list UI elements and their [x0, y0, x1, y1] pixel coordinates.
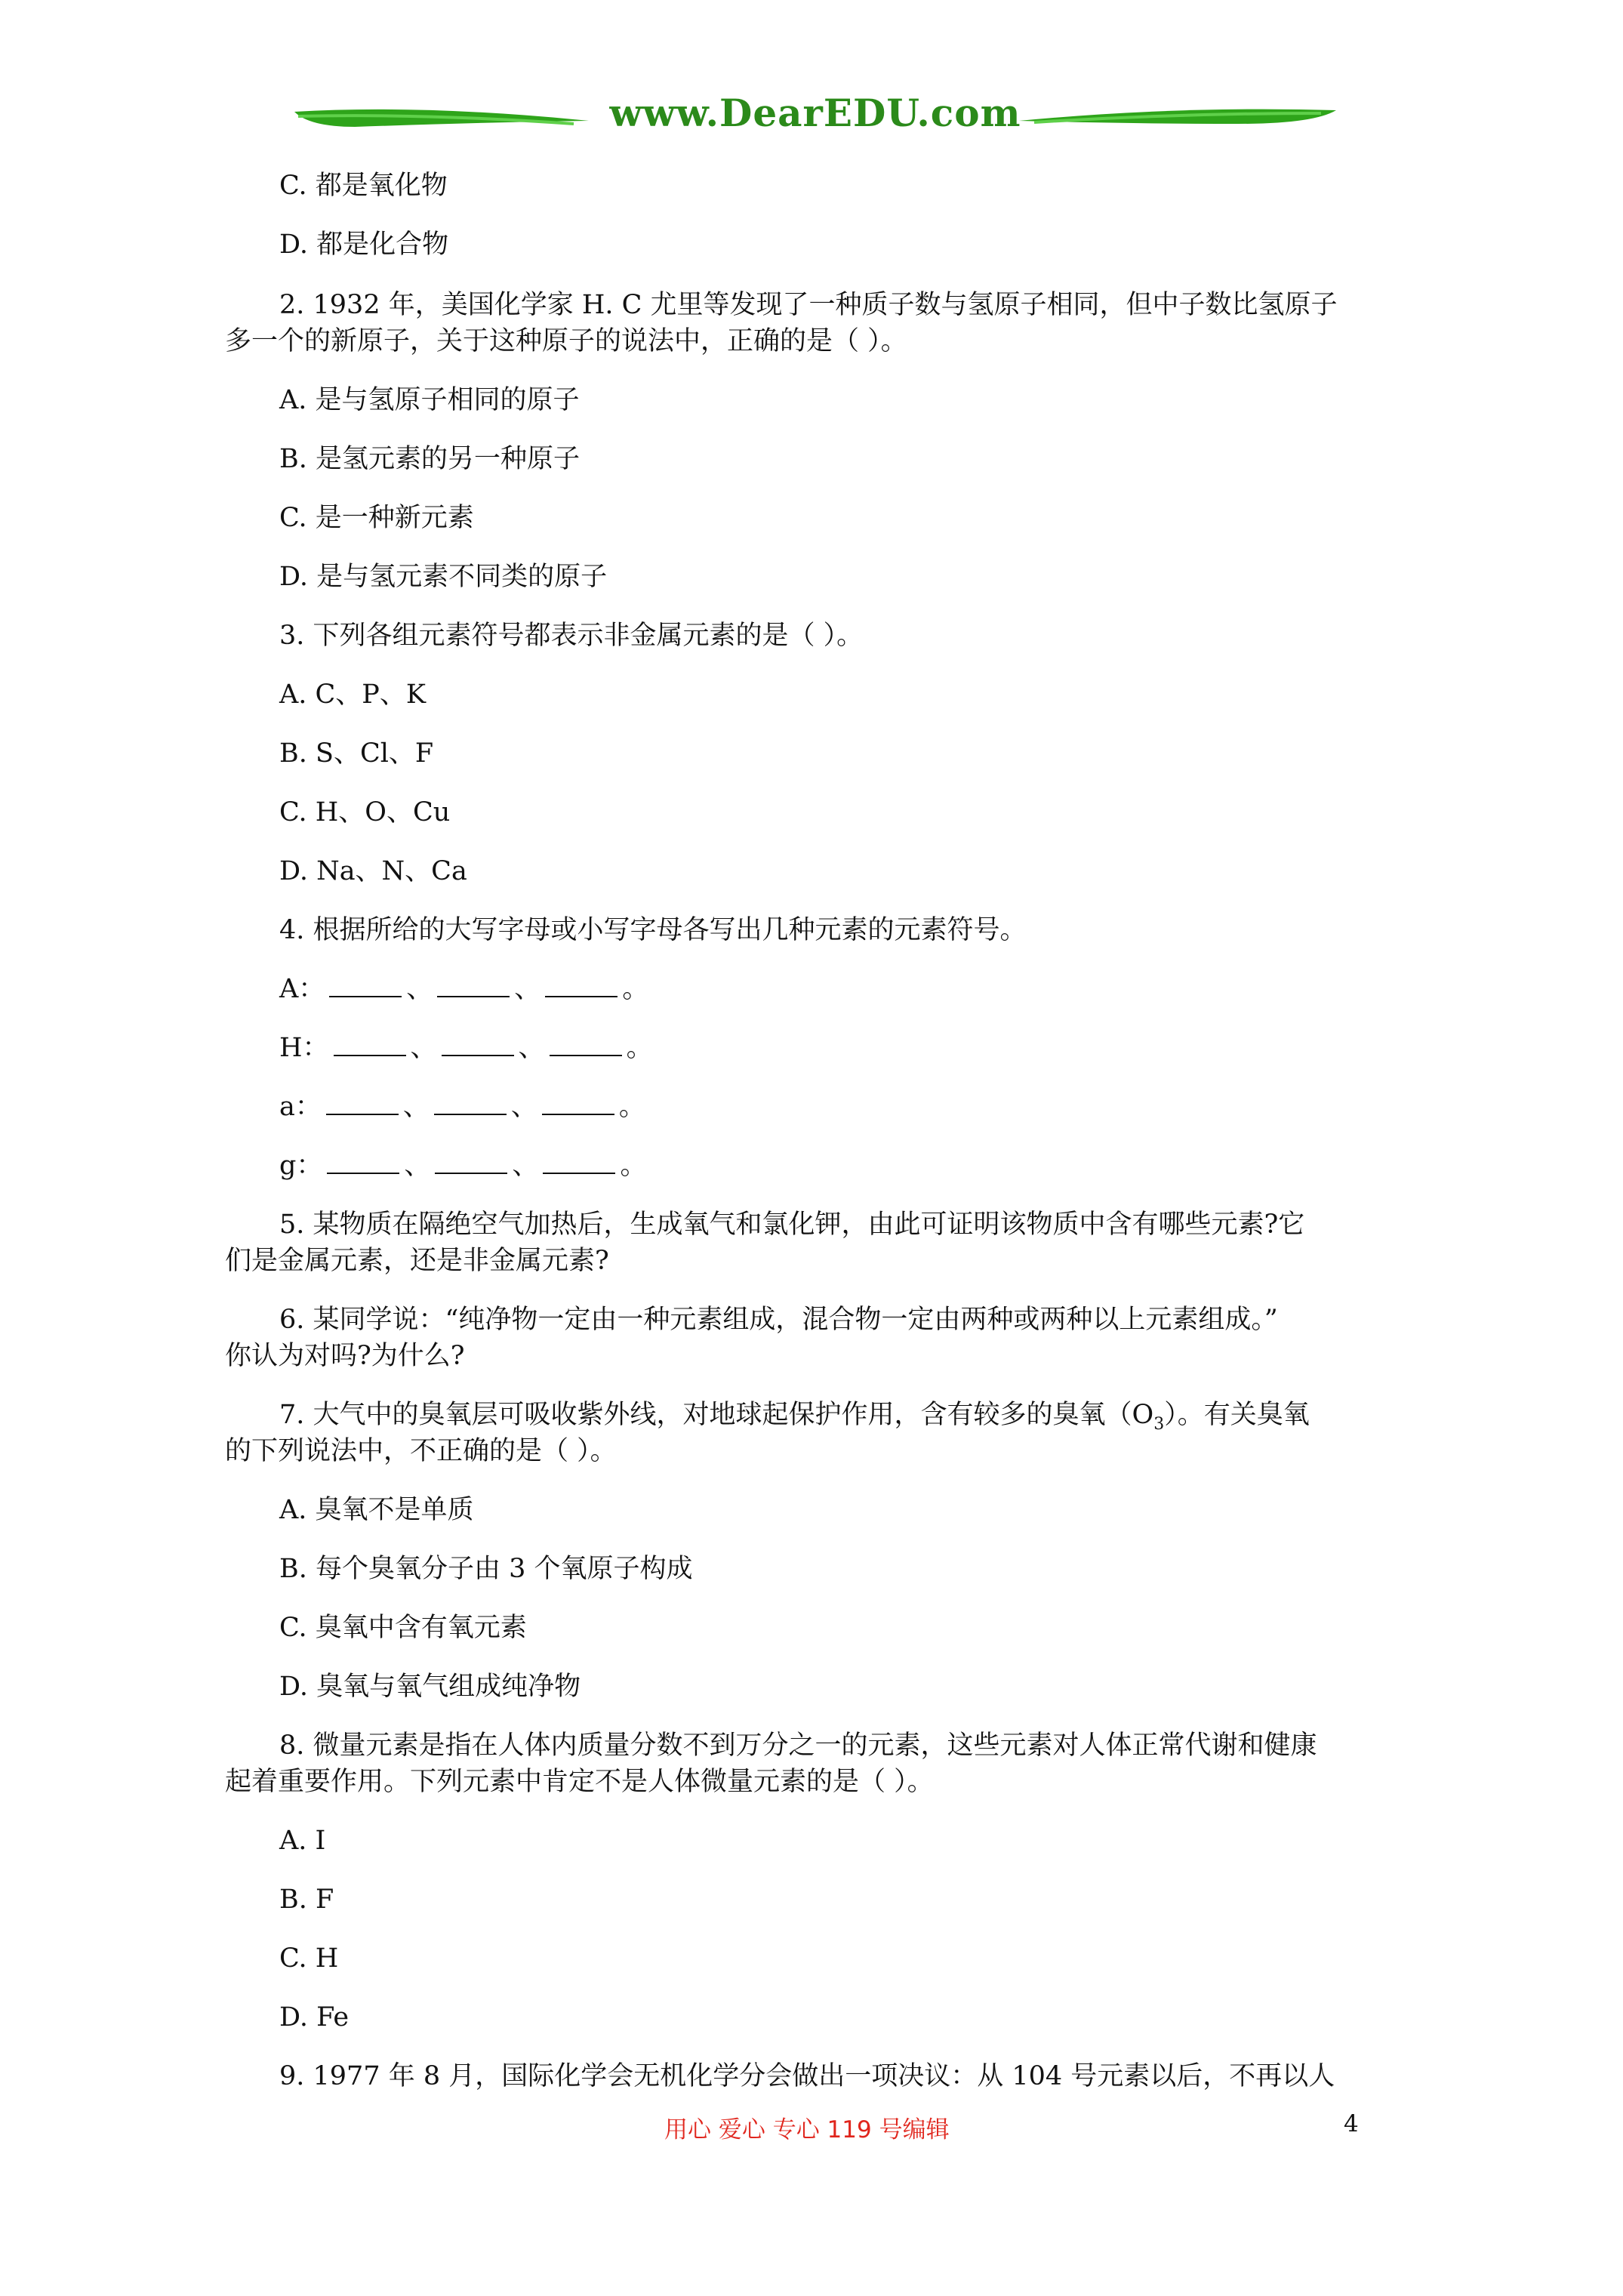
q4-row-g: [279, 1148, 1464, 1184]
separator: 、: [512, 1151, 539, 1181]
answer-blank[interactable]: [437, 973, 510, 997]
period: 。: [620, 1151, 647, 1181]
q2-text-line2: 多一个的新原子，关于这种原子的说法中，正确的是（ ）。: [225, 326, 907, 356]
q2-option-b: B. 是氢元素的另一种原子: [279, 444, 580, 474]
separator: 、: [404, 1151, 431, 1181]
q7-option-a: A. 臭氧不是单质: [279, 1495, 474, 1525]
page-footer: [0, 2110, 1623, 2148]
q2-option-d: D. 是与氢元素不同类的原子: [279, 562, 608, 592]
q4-row-label: A：: [279, 974, 325, 1004]
page-number: 4: [1344, 2110, 1359, 2137]
answer-blank[interactable]: [550, 1032, 622, 1056]
separator: 、: [402, 1092, 430, 1122]
period: 。: [626, 1033, 653, 1063]
q7-option-b: B. 每个臭氧分子由 3 个氧原子构成: [279, 1554, 693, 1584]
answer-blank[interactable]: [434, 1091, 507, 1115]
ozone-subscript: 3: [1153, 1415, 1165, 1434]
q5-text-line1: 5. 某物质在隔绝空气加热后，生成氧气和氯化钾，由此可证明该物质中含有哪些元素?它: [279, 1210, 1305, 1240]
q7-text-post: ）。有关臭氧: [1164, 1400, 1310, 1430]
footer-slogan: 用心 爱心 专心 119 号编辑: [664, 2116, 950, 2143]
q3-option-a: A. C、P、K: [279, 680, 427, 710]
q2-option-a: A. 是与氢原子相同的原子: [279, 385, 580, 415]
answer-blank[interactable]: [545, 973, 617, 997]
q4-row-H: [279, 1030, 1464, 1066]
q2-option-c: C. 是一种新元素: [279, 503, 474, 533]
q8-option-d: D. Fe: [279, 2002, 350, 2032]
answer-blank[interactable]: [326, 1091, 399, 1115]
answer-blank[interactable]: [542, 1091, 614, 1115]
q8-text-line1: 8. 微量元素是指在人体内质量分数不到万分之一的元素，这些元素对人体正常代谢和健康: [279, 1730, 1317, 1761]
q4-text: 4. 根据所给的大写字母或小写字母各写出几种元素的元素符号。: [279, 915, 1027, 945]
q7-option-c: C. 臭氧中含有氧元素: [279, 1613, 527, 1643]
q4-row-label: a：: [279, 1092, 322, 1122]
separator: 、: [406, 974, 433, 1004]
separator: 、: [514, 974, 541, 1004]
q3-text: 3. 下列各组元素符号都表示非金属元素的是（ ）。: [279, 621, 864, 651]
q4-row-a: [279, 1089, 1464, 1125]
separator: 、: [510, 1092, 537, 1122]
q3-option-c: C. H、O、Cu: [279, 797, 451, 827]
q7-option-d: D. 臭氧与氧气组成纯净物: [279, 1672, 581, 1702]
separator: 、: [518, 1033, 545, 1063]
q2-text-line1: 2. 1932 年，美国化学家 H. C 尤里等发现了一种质子数与氢原子相同，但中子数比氢原子: [279, 290, 1338, 320]
separator: 、: [410, 1033, 437, 1063]
q8-text-line2: 起着重要作用。下列元素中肯定不是人体微量元素的是（ ）。: [225, 1767, 934, 1797]
q6-text-line1: 6. 某同学说：“纯净物一定由一种元素组成，混合物一定由两种或两种以上元素组成。”: [279, 1305, 1278, 1335]
q1-option-d: D. 都是化合物: [279, 230, 449, 260]
q3-option-d: D. Na、N、Ca: [279, 856, 467, 886]
site-url[interactable]: www.DearEDU.com: [609, 91, 1021, 135]
q9-text-line1: 9. 1977 年 8 月，国际化学会无机化学分会做出一项决议：从 104 号元素以后，不再以人: [279, 2061, 1335, 2091]
q7-text-pre: 7. 大气中的臭氧层可吸收紫外线，对地球起保护作用，含有较多的臭氧（O: [279, 1400, 1154, 1430]
q8-option-a: A. I: [279, 1826, 326, 1856]
period: 。: [622, 974, 649, 1004]
answer-blank[interactable]: [543, 1150, 615, 1174]
q8-option-c: C. H: [279, 1943, 339, 1974]
q4-row-A: [279, 971, 1464, 1007]
q7-text-line2: 的下列说法中，不正确的是（ ）。: [225, 1436, 617, 1466]
q3-option-b: B. S、Cl、F: [279, 738, 434, 769]
answer-blank[interactable]: [329, 973, 402, 997]
q4-row-label: H：: [279, 1033, 329, 1063]
q5-text-line2: 们是金属元素，还是非金属元素?: [225, 1246, 609, 1276]
period: 。: [618, 1092, 645, 1122]
answer-blank[interactable]: [435, 1150, 507, 1174]
answer-blank[interactable]: [327, 1150, 399, 1174]
q8-option-b: B. F: [279, 1885, 334, 1915]
q4-row-label: g：: [279, 1151, 323, 1181]
answer-blank[interactable]: [442, 1032, 514, 1056]
q6-text-line2: 你认为对吗?为什么?: [225, 1341, 465, 1371]
answer-blank[interactable]: [334, 1032, 406, 1056]
q1-option-c: C. 都是氧化物: [279, 171, 448, 201]
